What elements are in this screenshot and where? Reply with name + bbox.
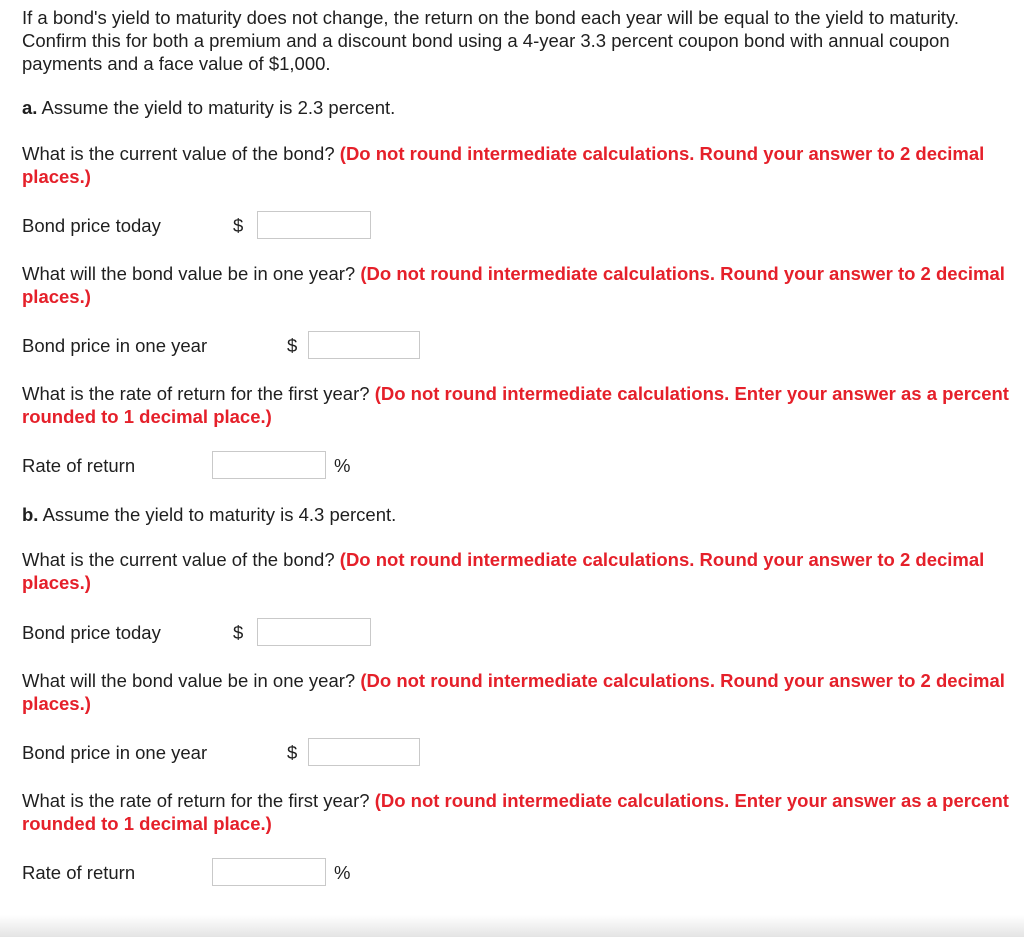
part-a-q1-hint: (Do not round intermediate calculations. Round your answer to 2 decimal places.) [22, 143, 985, 187]
part-b-bond-price-today-input[interactable] [257, 618, 371, 646]
part-b-q1-hint: (Do not round intermediate calculations. Round your answer to 2 decimal places.) [22, 549, 985, 593]
part-b-q2-hint: (Do not round intermediate calculations. Round your answer to 2 decimal places.) [22, 670, 1005, 714]
part-a-q3-question [22, 382, 1012, 428]
part-a-bond-price-today-input[interactable] [257, 211, 371, 239]
part-a-q1-question [22, 142, 1012, 188]
part-a-bond-price-today-dollar-sign: $ [233, 215, 244, 236]
part-b-rate-of-return-percent-sign: % [334, 862, 351, 883]
part-b-bond-price-one-year-input[interactable] [308, 738, 420, 766]
part-a-bond-price-one-year-label: Bond price in one year [22, 335, 208, 356]
part-a-rate-of-return-row [22, 451, 1012, 481]
part-a-bond-price-today-row [22, 211, 1012, 241]
part-b-q3-hint: (Do not round intermediate calculations. Enter your answer as a percent rounded to 1 decimal place.) [22, 790, 1009, 834]
bottom-scroll-fade [0, 915, 1024, 937]
part-b-q1-question [22, 548, 1012, 594]
part-a-bond-price-one-year-dollar-sign: $ [287, 335, 298, 356]
part-b-heading [22, 503, 1012, 526]
part-a-bond-price-today-label: Bond price today [22, 215, 161, 236]
part-b-rate-of-return-label: Rate of return [22, 862, 136, 883]
part-b-bond-price-today-label: Bond price today [22, 622, 161, 643]
part-a-rate-of-return-percent-sign: % [334, 455, 351, 476]
part-a-rate-of-return-input[interactable] [212, 451, 326, 479]
part-b-bond-price-one-year-label: Bond price in one year [22, 742, 208, 763]
part-b-bond-price-today-row [22, 618, 1012, 648]
part-b-text: Assume the yield to maturity is 4.3 percent. [38, 504, 397, 525]
part-b-q3-question [22, 789, 1012, 835]
part-b-rate-of-return-row [22, 858, 1012, 888]
part-a-heading [22, 96, 1012, 119]
part-b-q3-question-text: What is the rate of return for the first year? [22, 790, 375, 811]
part-a-q3-hint: (Do not round intermediate calculations. Enter your answer as a percent rounded to 1 decimal place.) [22, 383, 1009, 427]
problem-page [22, 6, 1012, 888]
part-a-rate-of-return-label: Rate of return [22, 455, 136, 476]
problem-intro: If a bond's yield to maturity does not change, the return on the bond each year will be equal to the yield to maturity. Confirm this for both a premium and a discount bond using a 4-year 3.3 percent coupon bond with annual coupon payments and a face value of $1,000. [22, 7, 959, 74]
part-a-q2-question [22, 262, 1012, 308]
part-b-bond-price-one-year-row [22, 738, 1012, 768]
part-b-q2-question-text: What will the bond value be in one year? [22, 670, 361, 691]
part-a-text: Assume the yield to maturity is 2.3 percent. [37, 97, 396, 118]
part-a-q3-question-text: What is the rate of return for the first year? [22, 383, 375, 404]
part-a-q2-hint: (Do not round intermediate calculations. Round your answer to 2 decimal places.) [22, 263, 1005, 307]
part-b-q1-question-text: What is the current value of the bond? [22, 549, 340, 570]
part-a-letter: a. [22, 97, 38, 118]
part-b-letter: b. [22, 504, 39, 525]
part-a-q2-question-text: What will the bond value be in one year? [22, 263, 361, 284]
part-b-rate-of-return-input[interactable] [212, 858, 326, 886]
part-b-q2-question [22, 669, 1012, 715]
part-a-bond-price-one-year-input[interactable] [308, 331, 420, 359]
part-b-bond-price-one-year-dollar-sign: $ [287, 742, 298, 763]
part-b-bond-price-today-dollar-sign: $ [233, 622, 244, 643]
part-a-q1-question-text: What is the current value of the bond? [22, 143, 340, 164]
part-a-bond-price-one-year-row [22, 331, 1012, 361]
